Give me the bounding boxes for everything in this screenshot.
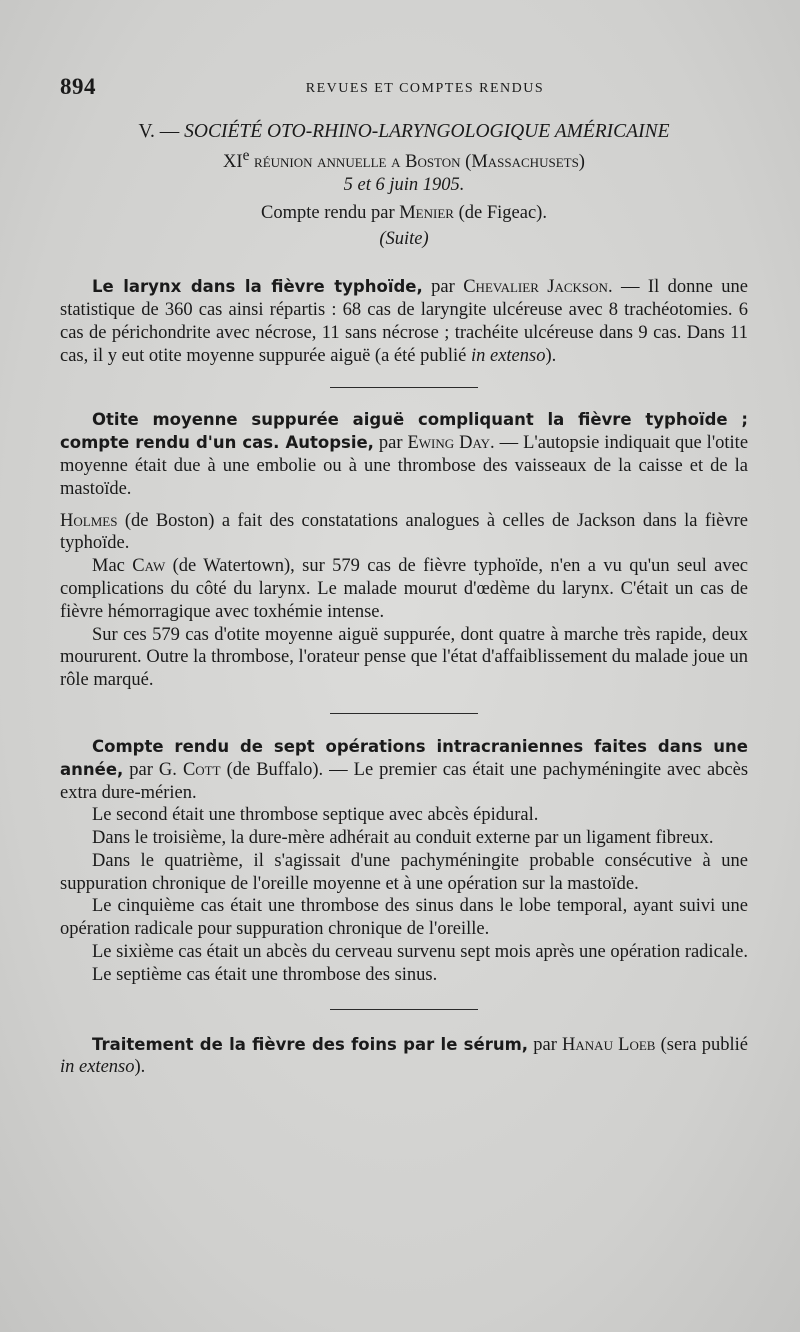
article-author: Hanau Loeb	[562, 1034, 656, 1055]
paragraph-case-4: Dans le quatrième, il s'agissait d'une pachyméningite probable consécutive à une suppuration chronique de l'oreille moyenne et à une opération sur la mastoïde.	[60, 850, 748, 894]
article-author: Chevalier Jackson.	[463, 277, 613, 298]
suite-label: (Suite)	[379, 229, 429, 250]
article-by: par G.	[129, 759, 177, 780]
article-author: Cott	[182, 759, 221, 780]
meeting-text: réunion annuelle a Boston (Massachusets)	[254, 152, 585, 173]
page-body	[60, 120, 748, 1079]
article-italic: in extenso	[470, 345, 546, 366]
meeting-ordinal-sup: e	[242, 147, 250, 164]
paragraph-text: (de Watertown), sur 579 cas de fièvre typhoïde, n'en a vu qu'un seul avec complications du côté du larynx. Le malade mourut d'œdème du larynx. C'était un cas de fièvre hémorragique avec toxhémie intense.	[60, 556, 749, 622]
article-otitis-typhoid	[60, 409, 748, 500]
running-title: REVUES ET COMPTES RENDUS	[305, 81, 545, 96]
separator-rule	[330, 387, 478, 388]
article-title: Le larynx dans la fièvre typhoïde,	[92, 277, 423, 297]
paragraph-text: (de Boston) a fait des constatations analogues à celles de Jackson dans la fièvre typhoïde.	[60, 510, 749, 554]
article-typhoid-larynx	[60, 276, 748, 367]
paragraph-case-5: Le cinquième cas était une thrombose des sinus dans le lobe temporal, ayant suivi une opération radicale pour suppuration chronique de l'oreille.	[60, 896, 748, 940]
article-title: Traitement de la fièvre des foins par le sérum,	[92, 1034, 529, 1054]
article-title: Otite moyenne suppurée aiguë compliquant la fièvre typhoïde ; compte rendu d'un cas. Autopsie,	[60, 410, 748, 453]
person-name: Caw	[132, 556, 166, 577]
separator-rule	[330, 1009, 478, 1010]
separator-rule	[330, 713, 478, 714]
article-by: par	[431, 277, 455, 298]
article-end: ).	[134, 1057, 146, 1078]
paragraph-case-6: Le sixième cas était un abcès du cerveau survenu sept mois après une opération radicale.	[92, 942, 748, 963]
article-text: — L'autopsie indiquait que l'otite moyenne était due à une embolie ou à une thrombose des vaisseaux de la caisse et de la mastoïde.	[60, 433, 749, 499]
paragraph-case-3: Dans le troisième, la dure-mère adhérait au conduit externe par un ligament fibreux.	[92, 828, 714, 849]
paragraph-mac-caw	[60, 555, 748, 623]
article-end: ).	[545, 345, 557, 366]
paragraph-579-cases: Sur ces 579 cas d'otite moyenne aiguë suppurée, dont quatre à marche très rapide, deux moururent. Outre la thrombose, l'orateur pense que l'état d'affaiblissement du malade joue un rôle marqué.	[60, 624, 748, 691]
article-text: (sera publié	[660, 1034, 749, 1055]
meeting-ordinal: XI	[223, 152, 243, 173]
article-text: — Il donne une statistique de 360 cas ainsi répartis : 68 cas de laryngite ulcéreuse avec 8 trachéotomies. 6 cas de périchondrite avec nécrose, 11 sans nécrose ; trachéite ulcéreuse dans 9 cas. Dans 11 cas, il y eut otite moyenne suppurée aiguë (a été publié	[60, 277, 748, 366]
article-text: (de Buffalo). — Le premier cas était une pachyméningite avec abcès extra dure-mérien.	[60, 759, 749, 803]
article-title: Compte rendu de sept opérations intracraniennes faites dans une année,	[60, 736, 748, 779]
meeting-line	[60, 144, 748, 174]
meeting-dates: 5 et 6 juin 1905.	[343, 175, 465, 196]
article-intracranial-operations	[60, 736, 748, 804]
reporter-name: Menier	[399, 203, 454, 224]
page-number: 894	[60, 74, 96, 99]
section-title-text: SOCIÉTÉ OTO-RHINO-LARYNGOLOGIQUE AMÉRICAINE	[184, 121, 670, 142]
reporter-line	[60, 201, 748, 225]
paragraph-holmes	[60, 510, 748, 556]
paragraph-case-7: Le septième cas était une thrombose des sinus.	[92, 964, 438, 985]
page-header	[60, 74, 750, 106]
paragraph-case-2: Le second était une thrombose septique avec abcès épidural.	[92, 805, 539, 826]
person-prefix: Mac	[92, 556, 125, 577]
article-author: Ewing Day.	[407, 433, 495, 454]
section-title	[60, 120, 748, 144]
article-by: par	[378, 433, 403, 454]
reporter-prefix: Compte rendu par	[261, 203, 395, 224]
reporter-origin: (de Figeac).	[458, 203, 547, 224]
section-number: V. —	[138, 121, 180, 142]
article-hay-fever-serum	[60, 1034, 748, 1080]
article-italic: in extenso	[60, 1057, 135, 1078]
article-by: par	[533, 1034, 557, 1055]
person-name: Holmes	[60, 510, 118, 531]
